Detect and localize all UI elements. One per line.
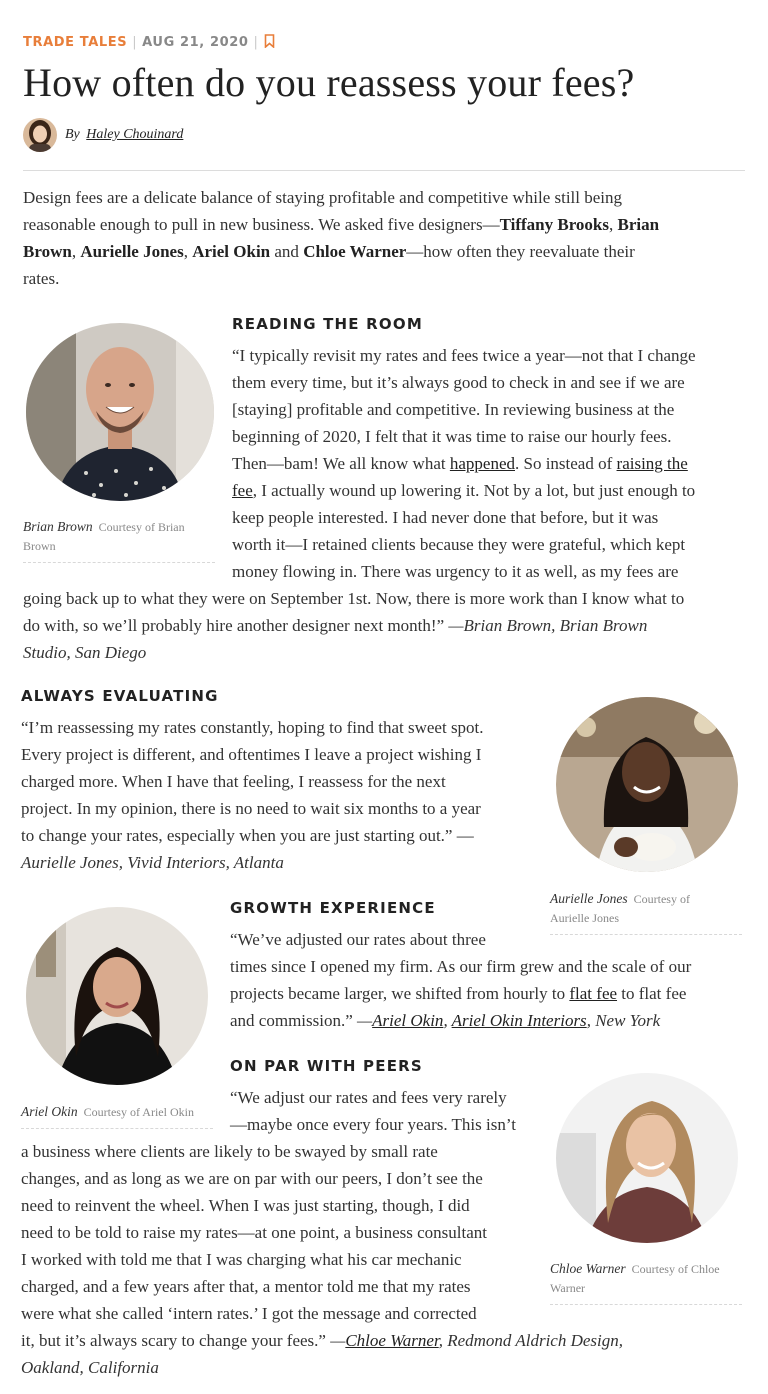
article-kicker: TRADE TALES | AUG 21, 2020 | bbox=[23, 34, 275, 52]
aurielle-jones-photo bbox=[556, 697, 738, 872]
author-avatar[interactable] bbox=[23, 118, 57, 152]
raising-the-fee-link[interactable]: raising the bbox=[616, 454, 688, 473]
ariel-okin-caption: Ariel Okin Courtesy of Ariel Okin bbox=[21, 1102, 213, 1129]
divider bbox=[23, 170, 745, 171]
aurielle-jones-caption: Aurielle Jones Courtesy of Aurielle Jones bbox=[550, 889, 742, 935]
chloe-warner-caption: Chloe Warner Courtesy of Chloe Warner bbox=[550, 1259, 742, 1305]
flat-fee-link[interactable]: flat fee bbox=[569, 984, 618, 1003]
category-link[interactable]: TRADE TALES bbox=[23, 35, 128, 50]
raising-the-fee-link-cont[interactable]: fee bbox=[232, 481, 253, 500]
bookmark-icon[interactable] bbox=[264, 34, 275, 52]
chloe-warner-photo bbox=[556, 1073, 738, 1243]
page-title: How often do you reassess your fees? bbox=[23, 60, 635, 105]
section-heading-reading-the-room: READING THE ROOM bbox=[232, 315, 423, 333]
happened-link[interactable]: happened bbox=[449, 454, 515, 473]
author-link[interactable]: Haley Chouinard bbox=[86, 127, 184, 142]
byline bbox=[23, 117, 183, 153]
publish-date: AUG 21, 2020 bbox=[142, 35, 249, 50]
ariel-okin-interiors-link[interactable]: Ariel Okin Interiors bbox=[451, 1011, 587, 1030]
section-heading-on-par-with-peers: ON PAR WITH PEERS bbox=[230, 1057, 423, 1075]
ariel-okin-link[interactable]: Ariel Okin bbox=[372, 1011, 444, 1030]
ariel-okin-photo bbox=[26, 907, 208, 1085]
brian-brown-photo bbox=[26, 323, 214, 501]
byline-text: By Haley Chouinard bbox=[65, 127, 184, 142]
chloe-warner-link[interactable]: Chloe Warner bbox=[345, 1331, 439, 1350]
brian-brown-caption: Brian Brown Courtesy of Brian Brown bbox=[23, 517, 215, 563]
section-heading-growth-experience: GROWTH EXPERIENCE bbox=[230, 899, 436, 917]
section-heading-always-evaluating: ALWAYS EVALUATING bbox=[21, 687, 219, 705]
